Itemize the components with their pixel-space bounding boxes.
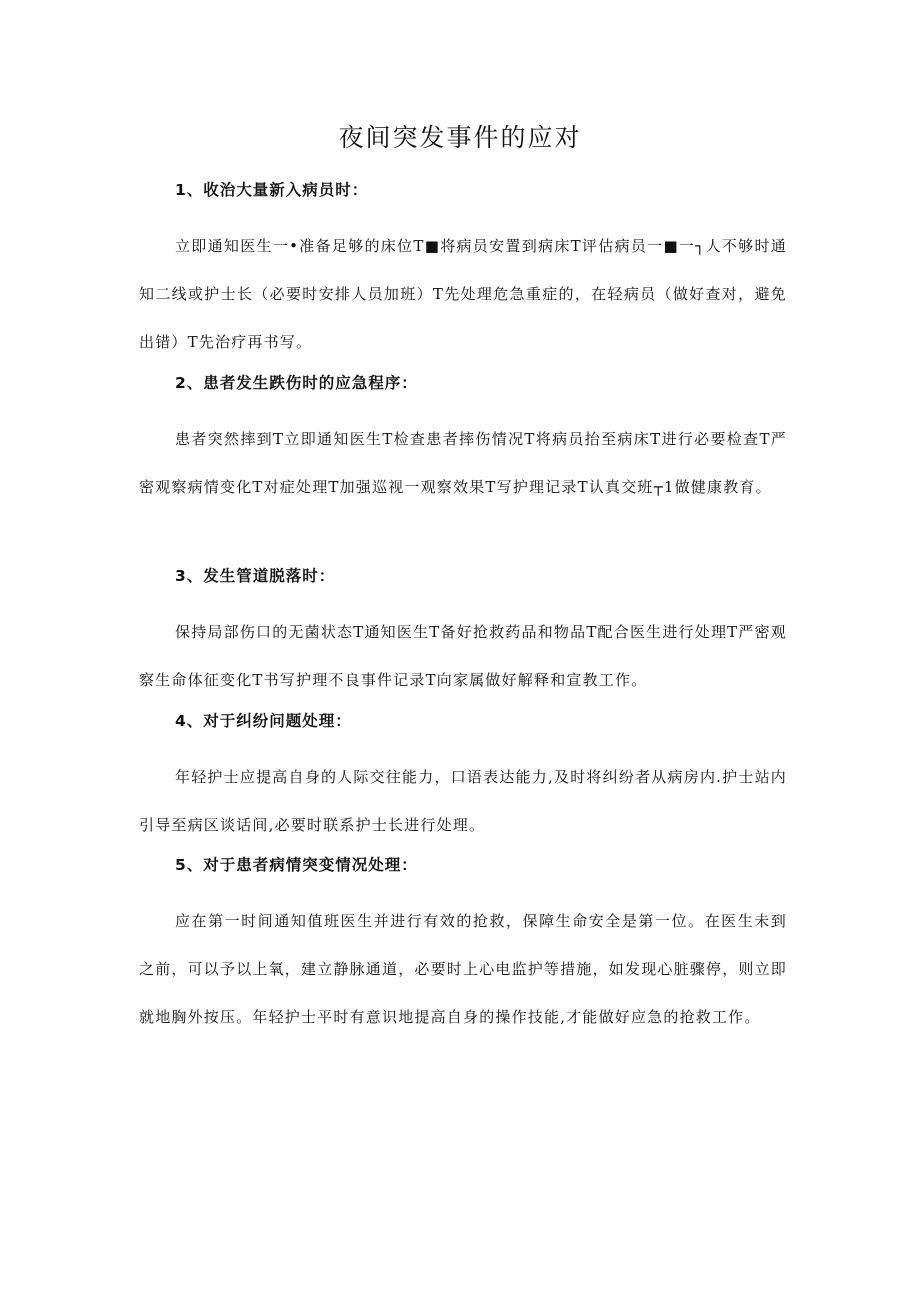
section-heading: 4、对于纠纷问题处理：: [175, 712, 352, 730]
section-body: 应在第一时间通知值班医生并进行有效的抢救，保障生命安全是第一位。在医生未到之前，可以予以上氧，建立静脉通道，必要时上心电监护等措施，如发现心脏骤停，则立即就地胸外按压。年轻护士平时有意识地提高自身的操作技能,才能做好应急的抢救工作。: [139, 912, 788, 1026]
section-body: 立即通知医生一•准备足够的床位T■将病员安置到病床T评估病员一■一┐人不够时通知二线或护士长（必要时安排人员加班）T先处理危急重症的，在轻病员（做好查对，避免出错）T先治疗再书写。: [139, 237, 787, 351]
document-title: 夜间突发事件的应对: [338, 123, 582, 152]
section-body: 保持局部伤口的无菌状态T通知医生T备好抢救药品和物品T配合医生进行处理T严密观察生命体征变化T书写护理不良事件记录T向家属做好解释和宣教工作。: [139, 623, 787, 689]
section-4: [139, 709, 787, 849]
section-heading: 2、患者发生跌伤时的应急程序：: [175, 374, 418, 392]
section-2: [139, 371, 787, 511]
section-body: 患者突然摔到T立即通知医生T检查患者摔伤情况T将病员抬至病床T进行必要检查T严密观察病情变化T对症处理T加强巡视一观察效果T写护理记录T认真交班┬1做健康教育。: [139, 430, 787, 496]
section-5: [139, 853, 787, 1041]
section-1: [139, 178, 787, 366]
section-heading: 1、收治大量新入病员时：: [175, 181, 369, 199]
section-body: 年轻护士应提高自身的人际交往能力，口语表达能力,及时将纠纷者从病房内.护士站内引导至病区谈话间,必要时联系护士长进行处理。: [139, 768, 787, 834]
section-heading: 5、对于患者病情突变情况处理：: [175, 856, 418, 874]
section-heading: 3、发生管道脱落时：: [175, 567, 336, 585]
section-3: [139, 564, 787, 704]
